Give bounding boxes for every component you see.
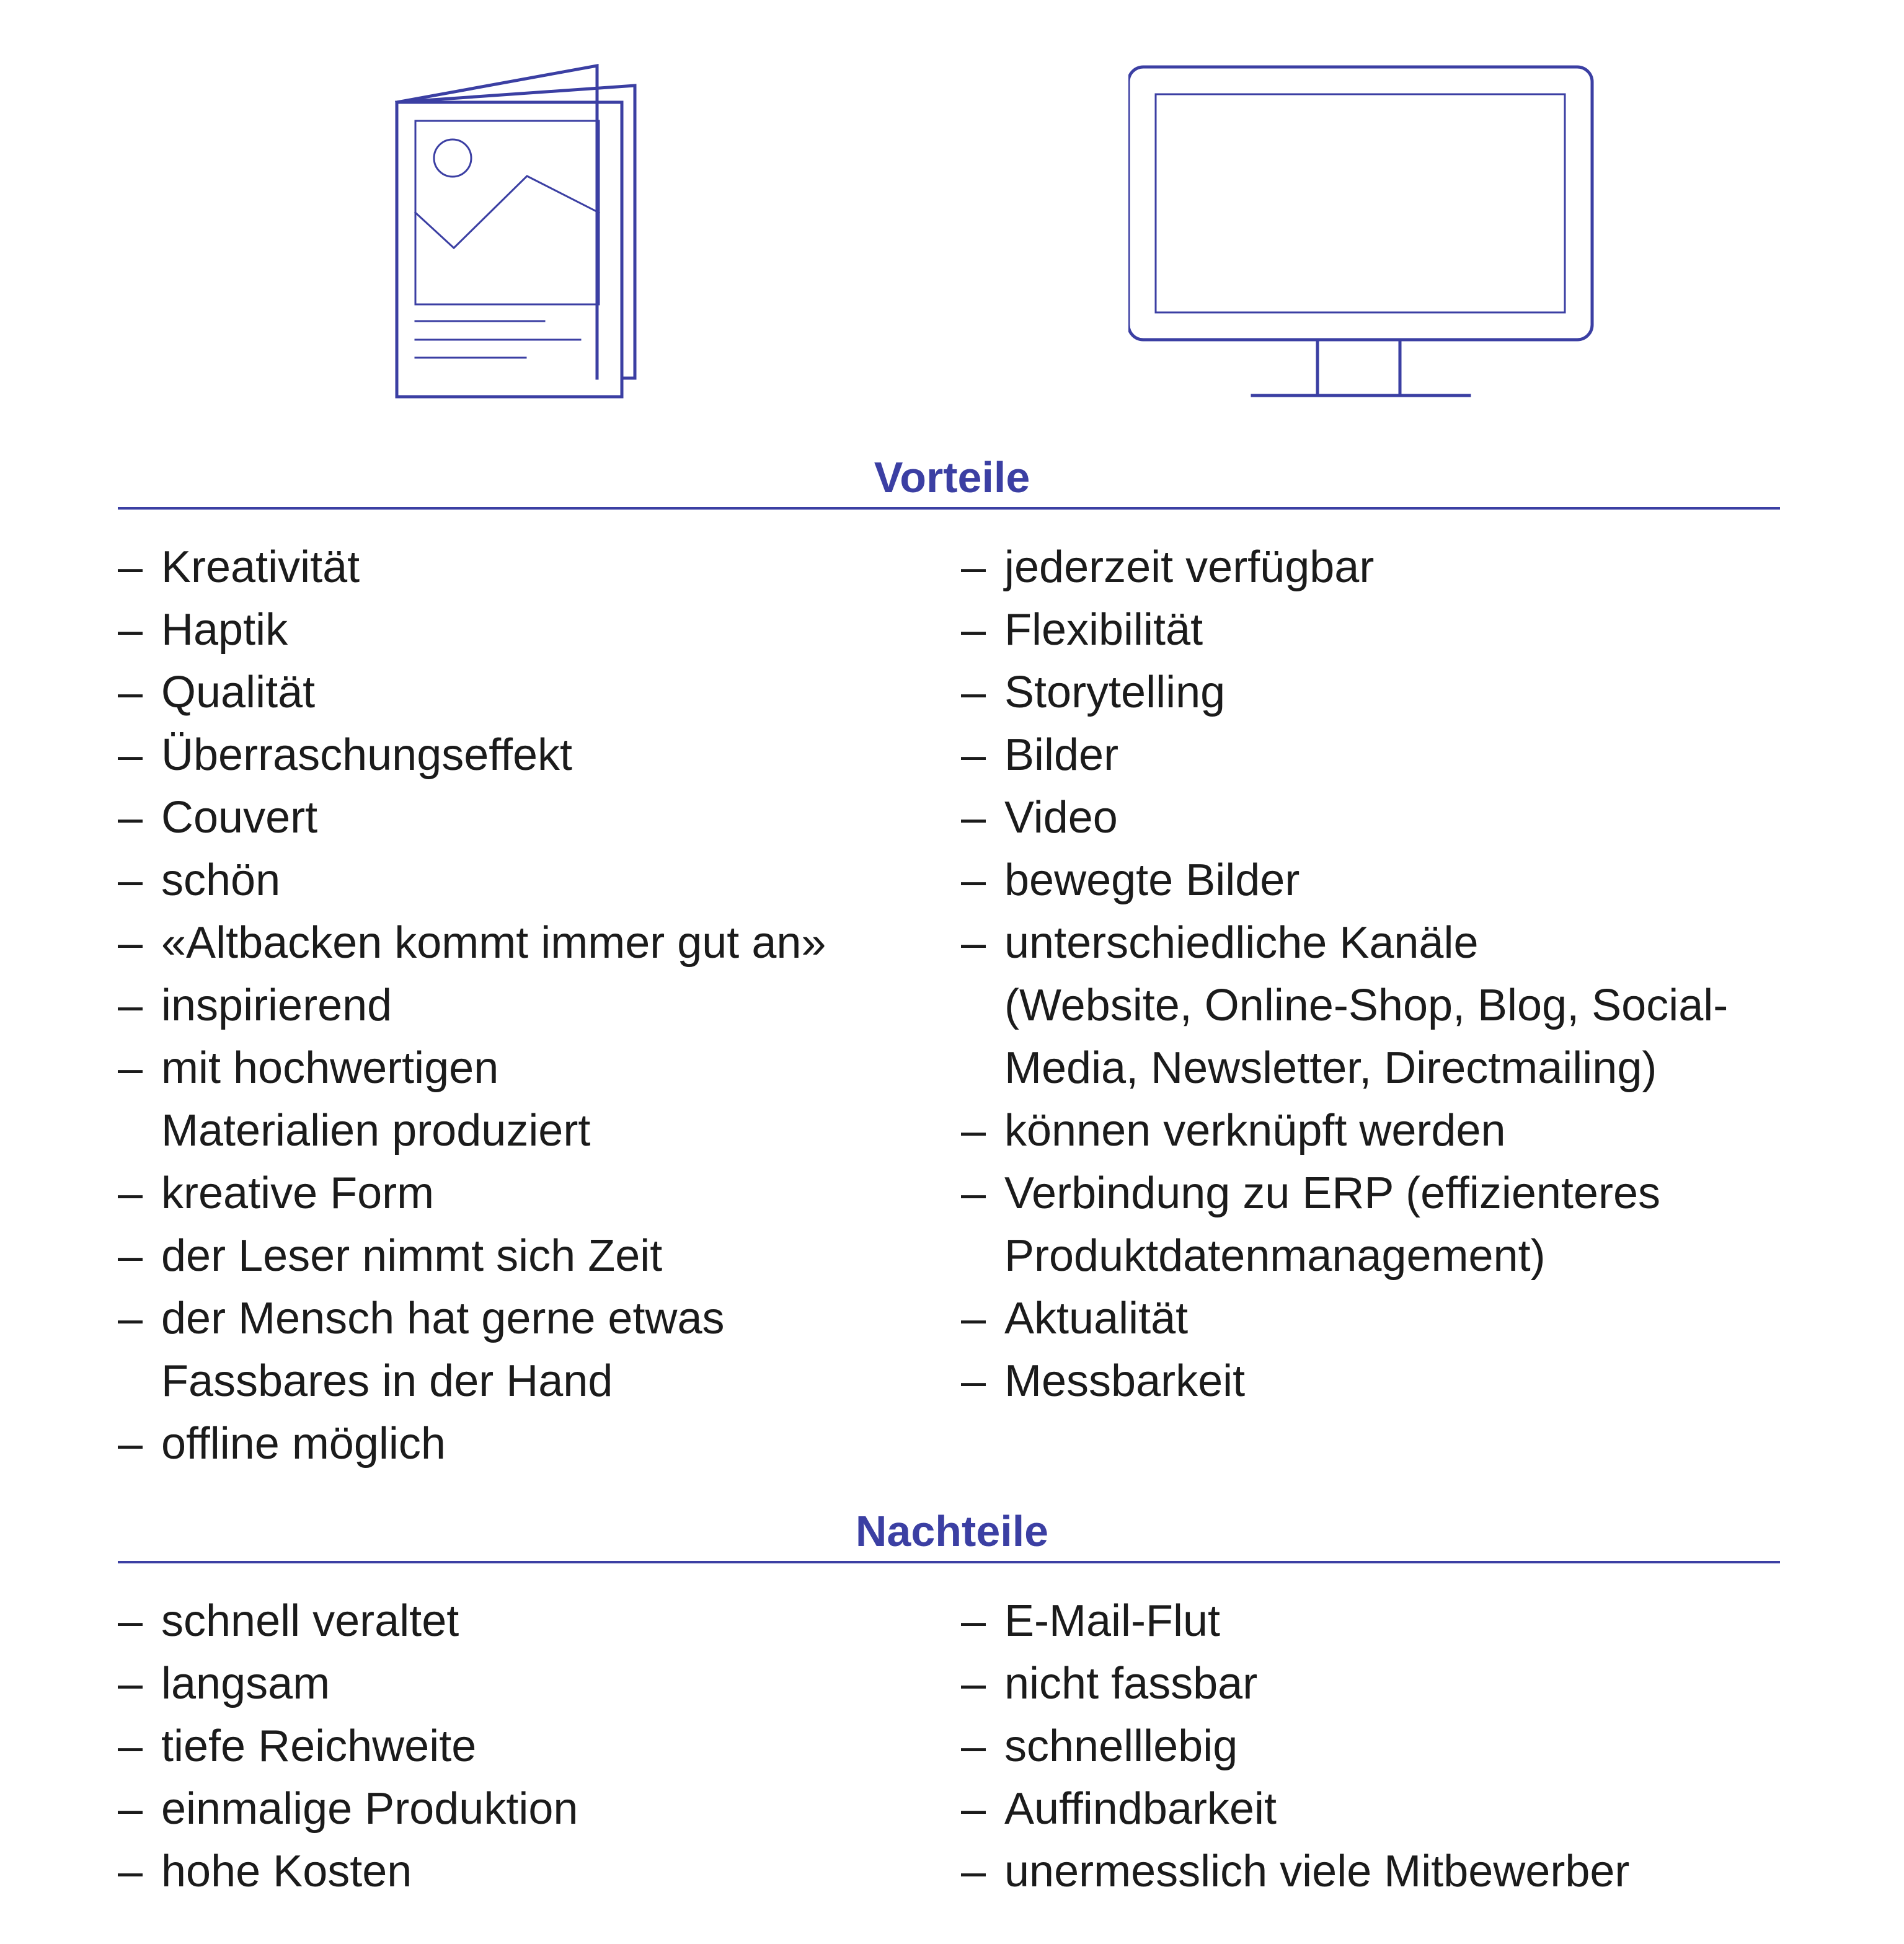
list-item-text: Haptik xyxy=(161,605,288,655)
list-item xyxy=(118,661,826,724)
digital-advantages-list xyxy=(961,536,1728,1413)
section-title-nachteile: Nachteile xyxy=(855,1507,1049,1555)
list-item xyxy=(118,912,826,974)
list-item xyxy=(961,787,1728,849)
bullet-dash: – xyxy=(118,542,143,592)
bullet-dash: – xyxy=(118,1659,143,1708)
list-item-text: schnelllebig xyxy=(1004,1721,1238,1771)
list-item-text: Qualität xyxy=(161,668,316,717)
list-item-text: Verbindung zu ERP (effizienteres xyxy=(1004,1169,1660,1218)
list-item-text: mit hochwertigen xyxy=(161,1043,499,1093)
list-item-text: unterschiedliche Kanäle xyxy=(1004,918,1479,968)
list-item-text: kreative Form xyxy=(161,1169,435,1218)
list-item xyxy=(961,1350,1728,1413)
bullet-dash: – xyxy=(961,1847,986,1896)
bullet-dash: – xyxy=(118,918,143,968)
section-title-vorteile: Vorteile xyxy=(874,453,1030,501)
list-item xyxy=(118,1225,826,1288)
bullet-dash: – xyxy=(118,605,143,655)
list-item xyxy=(118,536,826,599)
list-item-text: Fassbares in der Hand xyxy=(161,1356,613,1406)
list-item xyxy=(118,599,826,661)
bullet-dash: – xyxy=(118,1784,143,1834)
list-item-text: können verknüpft werden xyxy=(1004,1106,1506,1155)
list-item xyxy=(118,787,826,849)
bullet-dash: – xyxy=(961,1721,986,1771)
list-item-text: Materialien produziert xyxy=(161,1106,591,1155)
list-item-text: einmalige Produktion xyxy=(161,1784,578,1834)
list-item xyxy=(118,1413,826,1475)
list-item xyxy=(118,1715,578,1778)
list-item xyxy=(118,1778,578,1840)
bullet-dash: – xyxy=(118,1169,143,1218)
bullet-dash: – xyxy=(961,605,986,655)
list-item-text: Auffindbarkeit xyxy=(1004,1784,1277,1834)
list-item xyxy=(961,1778,1629,1840)
list-item xyxy=(961,536,1728,599)
bullet-dash: – xyxy=(118,1294,143,1343)
bullet-dash: – xyxy=(961,1294,986,1343)
list-item xyxy=(961,724,1728,787)
bullet-dash: – xyxy=(118,1847,143,1896)
list-item xyxy=(961,912,1728,1100)
bullet-dash: – xyxy=(118,668,143,717)
list-item-text: Flexibilität xyxy=(1004,605,1203,655)
list-item xyxy=(961,1653,1629,1715)
list-item-text: (Website, Online-Shop, Blog, Social- xyxy=(1004,981,1729,1030)
bullet-dash: – xyxy=(118,730,143,780)
bullet-dash: – xyxy=(961,1784,986,1834)
bullet-dash: – xyxy=(961,855,986,905)
bullet-dash: – xyxy=(961,1106,986,1155)
bullet-dash: – xyxy=(118,855,143,905)
list-item-text: tiefe Reichweite xyxy=(161,1721,477,1771)
list-item-text: langsam xyxy=(161,1659,330,1708)
list-item xyxy=(118,1653,578,1715)
list-item-text: «Altbacken kommt immer gut an» xyxy=(161,918,826,968)
bullet-dash: – xyxy=(118,1721,143,1771)
list-item xyxy=(961,1100,1728,1162)
list-item xyxy=(118,724,826,787)
list-item xyxy=(961,1840,1629,1903)
list-item xyxy=(118,1590,578,1653)
list-item xyxy=(961,1162,1728,1288)
bullet-dash: – xyxy=(961,668,986,717)
list-item-text: der Mensch hat gerne etwas xyxy=(161,1294,725,1343)
list-item-text: schön xyxy=(161,855,281,905)
bullet-dash: – xyxy=(961,1596,986,1646)
section-divider xyxy=(118,507,1780,510)
bullet-dash: – xyxy=(118,1043,143,1093)
list-item xyxy=(961,599,1728,661)
list-item xyxy=(961,1288,1728,1350)
bullet-dash: – xyxy=(961,542,986,592)
list-item-text: Bilder xyxy=(1004,730,1119,780)
list-item-text: Storytelling xyxy=(1004,668,1226,717)
print-advantages-list xyxy=(118,536,826,1475)
bullet-dash: – xyxy=(961,1169,986,1218)
list-item-text: bewegte Bilder xyxy=(1004,855,1300,905)
list-item xyxy=(118,974,826,1037)
list-item xyxy=(118,849,826,912)
list-item xyxy=(961,849,1728,912)
bullet-dash: – xyxy=(961,730,986,780)
list-item xyxy=(961,661,1728,724)
list-item xyxy=(118,1162,826,1225)
list-item-text: der Leser nimmt sich Zeit xyxy=(161,1231,663,1281)
list-item xyxy=(118,1840,578,1903)
printed-brochure-icon xyxy=(384,56,657,415)
print-disadvantages-list xyxy=(118,1590,578,1903)
bullet-dash: – xyxy=(961,1356,986,1406)
monitor-icon xyxy=(1128,56,1624,415)
list-item-text: offline möglich xyxy=(161,1419,446,1469)
list-item-text: Media, Newsletter, Directmailing) xyxy=(1004,1043,1657,1093)
section-divider xyxy=(118,1561,1780,1563)
list-item xyxy=(961,1715,1629,1778)
list-item-text: schnell veraltet xyxy=(161,1596,459,1646)
bullet-dash: – xyxy=(961,793,986,842)
list-item xyxy=(118,1288,826,1413)
bullet-dash: – xyxy=(961,1659,986,1708)
list-item-text: Video xyxy=(1004,793,1118,842)
list-item xyxy=(118,1037,826,1162)
list-item-text: jederzeit verfügbar xyxy=(1004,542,1375,592)
list-item-text: Überraschungseffekt xyxy=(161,730,573,780)
bullet-dash: – xyxy=(118,793,143,842)
list-item xyxy=(961,1590,1629,1653)
list-item-text: Couvert xyxy=(161,793,318,842)
digital-disadvantages-list xyxy=(961,1590,1629,1903)
list-item-text: Messbarkeit xyxy=(1004,1356,1246,1406)
list-item-text: inspirierend xyxy=(161,981,392,1030)
list-item-text: Aktualität xyxy=(1004,1294,1189,1343)
list-item-text: nicht fassbar xyxy=(1004,1659,1258,1708)
bullet-dash: – xyxy=(118,1231,143,1281)
list-item-text: Produktdatenmanagement) xyxy=(1004,1231,1546,1281)
list-item-text: hohe Kosten xyxy=(161,1847,412,1896)
bullet-dash: – xyxy=(118,1596,143,1646)
list-item-text: Kreativität xyxy=(161,542,360,592)
bullet-dash: – xyxy=(118,981,143,1030)
list-item-text: E-Mail-Flut xyxy=(1004,1596,1221,1646)
list-item-text: unermesslich viele Mitbewerber xyxy=(1004,1847,1630,1896)
bullet-dash: – xyxy=(961,918,986,968)
bullet-dash: – xyxy=(118,1419,143,1469)
